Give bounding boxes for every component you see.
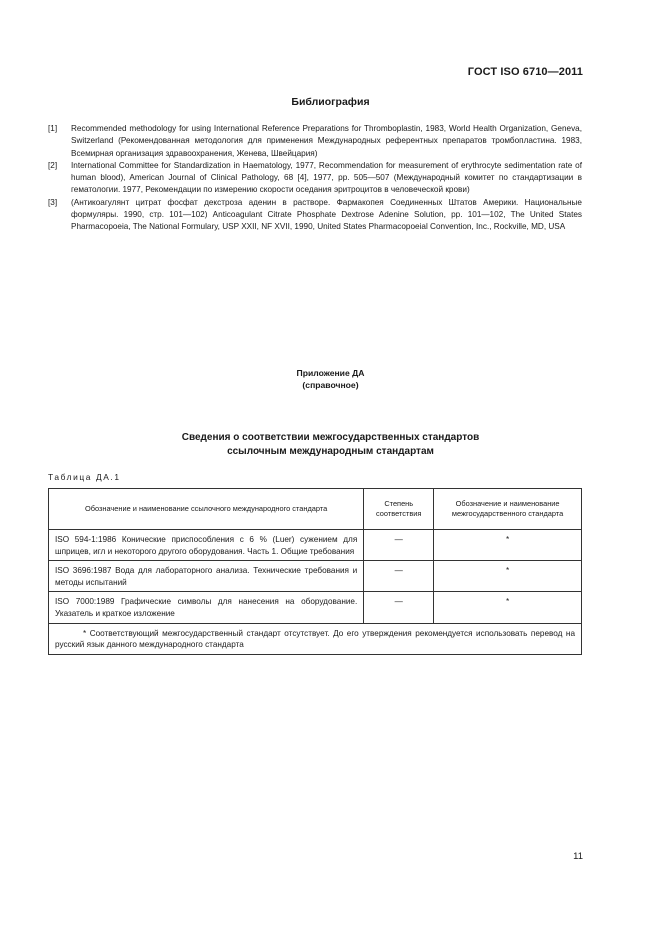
table-row xyxy=(49,592,582,623)
annex-subtitle: (справочное) xyxy=(302,380,359,390)
cell-degree: — xyxy=(364,530,434,561)
annex-heading xyxy=(0,367,661,391)
bibliography-entry-number: [3] xyxy=(48,197,58,207)
bibliography-entry-number: [1] xyxy=(48,124,58,133)
cell-degree: — xyxy=(364,561,434,592)
section-title-line-2: ссылочным международным стандартам xyxy=(227,445,434,457)
table-note-cell xyxy=(49,623,582,654)
bibliography-entry xyxy=(48,123,582,160)
table-row xyxy=(49,561,582,592)
table-row xyxy=(49,530,582,561)
bibliography-entry xyxy=(48,160,582,197)
section-title-line-1: Сведения о соответствии межгосударственных стандартов xyxy=(181,432,480,443)
table-note-row xyxy=(49,623,582,654)
bibliography-entry xyxy=(48,197,582,234)
bibliography-list xyxy=(48,123,582,234)
bibliography-entry-text: Recommended methodology for using International Reference Preparations for Thromboplastin, 1983, World Health Organization, Geneva, Switzerland (Рекомендованная методология для применения Международных референтных препаратов тромбопластина. 1983, Всемирная организация здравоохранения, Женева, Швейцария) xyxy=(71,124,582,158)
correspondence-table xyxy=(48,488,582,655)
document-code: ГОСТ ISO 6710—2011 xyxy=(467,66,583,78)
table-header-row xyxy=(49,489,582,530)
page-number: 11 xyxy=(573,851,583,862)
bibliography-title: Библиография xyxy=(291,96,370,108)
bibliography-entry-text: International Committee for Standardization in Haematology, 1977, Recommendation for measurement of erythrocyte sedimentation rate of human blood), American Journal of Clinical Pathology, 68 [4], 1977, pp. 505—507 (Международный комитет по стандартизации в гематологии. 1977, Рекомендации по измерению скорости оседания эритроцитов в человеческой крови) xyxy=(71,160,582,195)
cell-ref-standard: ISO 3696:1987 Вода для лабораторного анализа. Технические требования и методы испытаний xyxy=(49,561,364,592)
cell-interstate-standard: * xyxy=(434,592,582,623)
cell-degree: — xyxy=(364,592,434,623)
section-heading xyxy=(0,431,661,458)
cell-ref-standard: ISO 594-1:1986 Конические приспособления с 6 % (Luer) сужением для шприцев, игл и некоторого другого оборудования. Часть 1. Общие требования xyxy=(49,530,364,561)
header-interstate-standard: Обозначение и наименование межгосударственного стандарта xyxy=(434,489,582,530)
bibliography-entry-number: [2] xyxy=(48,160,58,170)
header-ref-standard: Обозначение и наименование ссылочного международного стандарта xyxy=(49,489,364,530)
cell-interstate-standard: * xyxy=(434,530,582,561)
cell-interstate-standard: * xyxy=(434,561,582,592)
table-caption: Таблица ДА.1 xyxy=(48,472,121,482)
annex-title: Приложение ДА xyxy=(296,368,365,378)
table-footnote: * Соответствующий межгосударственный стандарт отсутствует. До его утверждения рекомендуется использовать перевод на русский язык данного международного стандарта xyxy=(55,628,575,650)
bibliography-entry-text: (Антикоагулянт цитрат фосфат декстроза аденин в растворе. Фармакопея Соединенных Штатов Америки. Национальные формуляры. 1990, стр. 101—102) Anticoagulant Citrate Phosphate Dextrose Adenine Solution, pp. 101—102, The United States Pharmacopoeia, The National Formulary, USP XXII, NF XVII, 1990, United States Pharmacopoeial Convention, Inc., Rockville, MD, USA xyxy=(71,197,582,232)
cell-ref-standard: ISO 7000:1989 Графические символы для нанесения на оборудование. Указатель и краткое изложение xyxy=(49,592,364,623)
header-degree: Степень соответствия xyxy=(364,489,434,530)
